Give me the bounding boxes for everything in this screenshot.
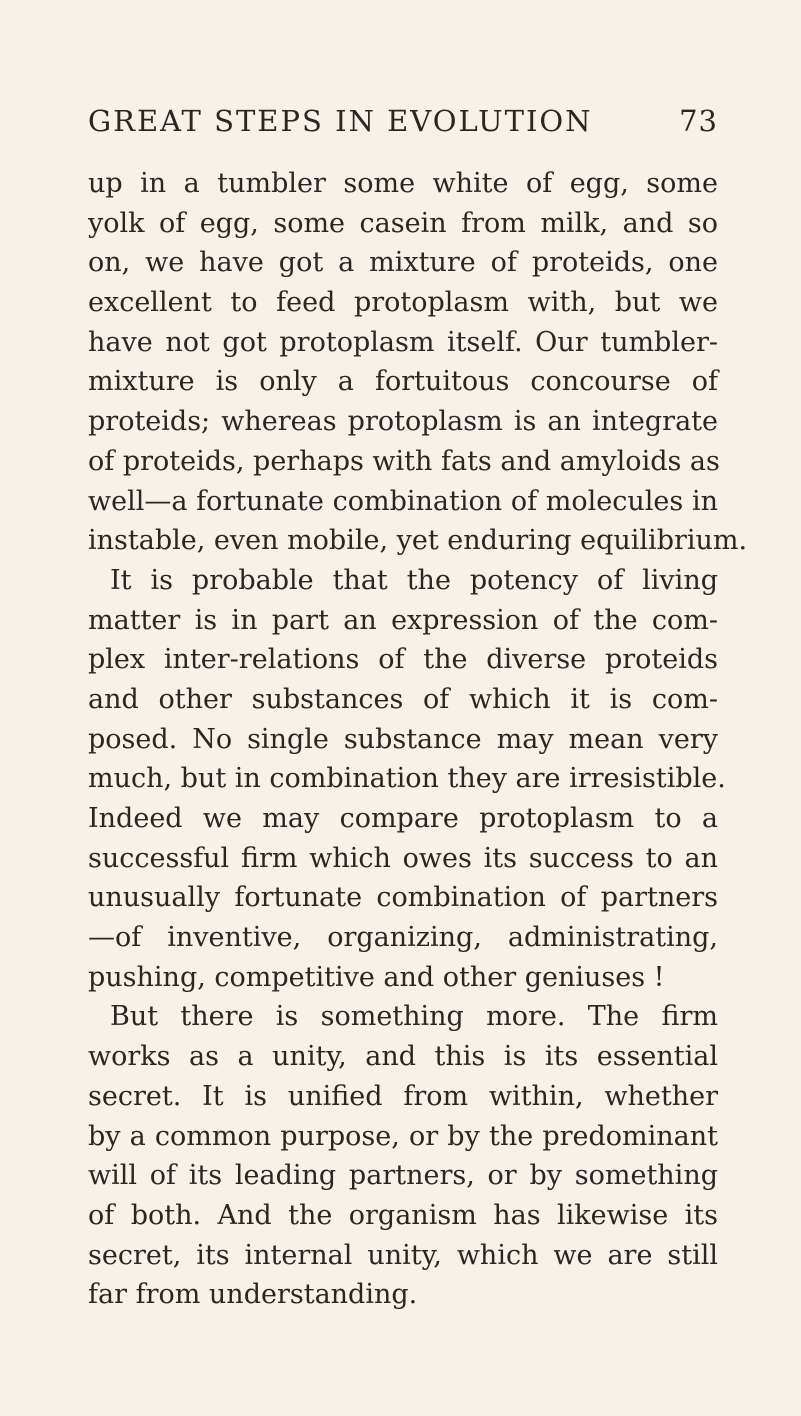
text-line: and other substances of which it is com-: [88, 683, 718, 715]
text-line: Indeed we may compare protoplasm to a: [88, 803, 718, 834]
text-line: much, but in combination they are irresistible.: [88, 763, 726, 795]
text-line: successful firm which owes its success to an: [88, 842, 718, 874]
text-line: by a common purpose, or by the predominant: [88, 1120, 718, 1152]
running-head-title: GREAT STEPS IN EVOLUTION: [88, 104, 593, 138]
text-line: on, we have got a mixture of proteids, one: [88, 247, 718, 279]
body-text: [88, 164, 748, 1315]
text-line: secret. It is unified from within, whether: [88, 1080, 718, 1112]
text-line: excellent to feed protoplasm with, but we: [88, 287, 718, 319]
text-line: secret, its internal unity, which we are still: [88, 1239, 718, 1271]
page-number: 73: [679, 104, 718, 138]
text-line: unusually fortunate combination of partners: [88, 882, 718, 914]
text-line: up in a tumbler some white of egg, some: [88, 168, 718, 199]
text-line: posed. No single substance may mean very: [88, 723, 718, 755]
text-line: will of its leading partners, or by something: [88, 1160, 718, 1192]
text-line: matter is in part an expression of the com-: [88, 604, 718, 636]
text-line: far from understanding.: [88, 1279, 418, 1311]
text-line: instable, even mobile, yet enduring equilibrium.: [88, 525, 748, 557]
text-line: yolk of egg, some casein from milk, and so: [88, 207, 718, 239]
text-line: It is probable that the potency of living: [110, 564, 718, 596]
text-line: plex inter-relations of the diverse proteids: [88, 644, 718, 676]
text-line: —of inventive, organizing, administrating,: [88, 922, 718, 954]
text-line: of both. And the organism has likewise its: [88, 1199, 718, 1231]
running-head: [88, 104, 718, 144]
text-line: pushing, competitive and other geniuses !: [88, 961, 665, 993]
text-line: have not got protoplasm itself. Our tumbler-: [88, 326, 718, 358]
text-line: of proteids, perhaps with fats and amyloids as: [88, 445, 720, 477]
text-line: well—a fortunate combination of molecules in: [88, 485, 718, 517]
text-line: works as a unity, and this is its essential: [88, 1041, 718, 1073]
text-line: proteids; whereas protoplasm is an integrate: [88, 406, 718, 438]
text-line: mixture is only a fortuitous concourse of: [88, 366, 718, 398]
text-line: But there is something more. The firm: [110, 1001, 718, 1033]
